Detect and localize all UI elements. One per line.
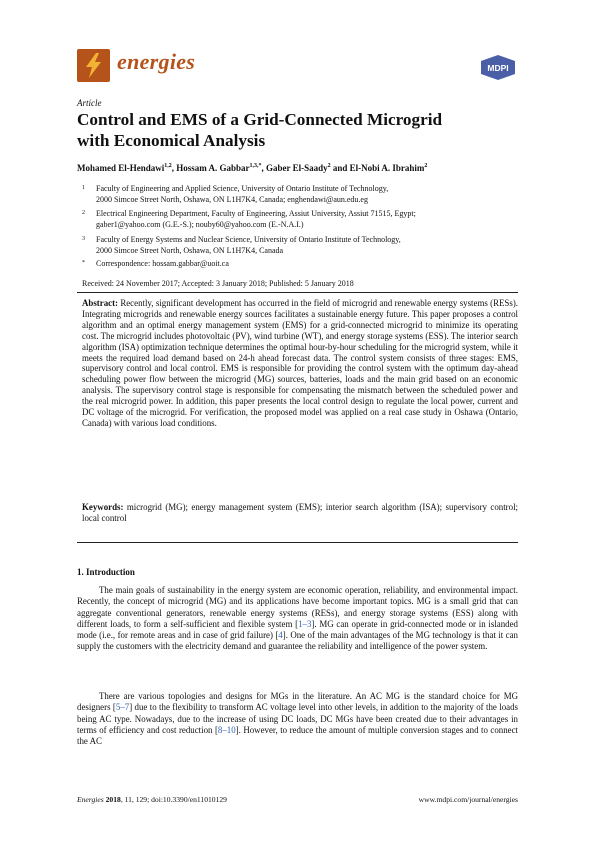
affiliation-number: 3 bbox=[82, 236, 85, 242]
author-name[interactable]: Mohamed El-Hendawi bbox=[77, 163, 165, 173]
paragraph-body: The main goals of sustainability in the energy system are economic operation, reliability, and environmental impact. Recently, the concept of microgrid (MG) and its applications have become important topics. MG is a small grid that can aggregate conventional generators, renewable energy systems (RESs), and energy storage systems (ESS) along with different loads, to form a self-sufficient and flexible system [1–3]. MG can operate in grid-connected mode or in islanded mode (i.e., for remote areas and in case of grid failure) [4]. One of the main advantages of the MG technology is that it can supply the customers with the electricity demand and guarantee the reliability and intelligence of the power system. bbox=[77, 585, 518, 652]
affiliation-line: 2000 Simcoe Street North, Oshawa, ON L1H7K4, Canada; enghendawi@aun.edu.eg bbox=[96, 194, 368, 204]
citation-reference[interactable]: 4 bbox=[278, 630, 283, 641]
title-line: with Economical Analysis bbox=[77, 131, 266, 150]
affiliation-line: gaber1@yahoo.com (G.E.-S.); nouby60@yahoo.com (E.-N.A.I.) bbox=[96, 219, 304, 229]
footer-journal: Energies bbox=[77, 795, 104, 804]
affiliation-text bbox=[96, 184, 526, 206]
affiliation-text bbox=[96, 209, 526, 231]
divider bbox=[77, 292, 518, 293]
paragraph bbox=[77, 691, 518, 747]
footer-url[interactable]: www.mdpi.com/journal/energies bbox=[418, 795, 518, 804]
footer-citation bbox=[77, 795, 227, 804]
mdpi-logo-text: MDPI bbox=[487, 63, 509, 73]
author-name[interactable]: Gaber El-Saady bbox=[266, 163, 328, 173]
keywords bbox=[82, 502, 518, 524]
author-affiliation-marker: 1,3,* bbox=[249, 163, 262, 169]
affiliation-text bbox=[96, 235, 526, 257]
paper-title bbox=[77, 109, 517, 151]
paragraph bbox=[77, 585, 518, 653]
affiliation-line: Faculty of Energy Systems and Nuclear Science, University of Ontario Institute of Technology, bbox=[96, 235, 401, 244]
affiliation-line: 2000 Simcoe Street North, Oshawa, ON L1H7K4, Canada bbox=[96, 245, 284, 255]
author-name[interactable]: El-Nobi A. Ibrahim bbox=[349, 163, 425, 173]
author-affiliation-marker: 1,2 bbox=[164, 163, 172, 169]
correspondence-line[interactable]: Correspondence: hossam.gabbar@uoit.ca bbox=[96, 259, 229, 268]
keywords-text: microgrid (MG); energy management system (EMS); interior search algorithm (ISA); supervisory control; local control bbox=[82, 502, 518, 523]
author-affiliation-marker: 2 bbox=[424, 163, 428, 169]
title-line: Control and EMS of a Grid-Connected Microgrid bbox=[77, 110, 443, 129]
keywords-label: Keywords: bbox=[82, 502, 124, 512]
citation-reference[interactable]: 8–10 bbox=[217, 724, 236, 735]
abstract-label: Abstract: bbox=[82, 298, 118, 308]
affiliation-line: Faculty of Engineering and Applied Science, University of Ontario Institute of Technology, bbox=[96, 184, 389, 193]
footer-year: 2018 bbox=[105, 795, 121, 804]
author-name[interactable]: Hossam A. Gabbar bbox=[176, 163, 250, 173]
correspondence-marker: * bbox=[82, 260, 85, 266]
author-list: Mohamed El-Hendawi$^{1,2}$, Hossam A. Gabbar$^{1,3,*}$, Gaber El-Saady$^2$ and El-Nobi A. Ibrahim$^2$ bbox=[77, 163, 428, 173]
journal-logo bbox=[77, 49, 110, 82]
citation-reference[interactable]: 5–7 bbox=[115, 702, 130, 713]
affiliation-number: 1 bbox=[82, 185, 85, 191]
journal-name[interactable]: energies bbox=[117, 49, 196, 74]
abstract bbox=[82, 298, 518, 429]
correspondence-text bbox=[96, 259, 526, 270]
publication-dates: Received: 24 November 2017; Accepted: 3 January 2018; Published: 5 January 2018 bbox=[82, 279, 354, 288]
author-affiliation-marker: 2 bbox=[327, 163, 331, 169]
citation-reference[interactable]: 1–3 bbox=[298, 618, 312, 629]
affiliation-line: Electrical Engineering Department, Faculty of Engineering, Assiut University, Assiut 71515, Egypt; bbox=[96, 209, 416, 218]
abstract-text: Recently, significant development has occurred in the field of microgrid and renewable energy systems (RESs). Integrating microgrids and renewable energy sources facilitates a sustainable energy future. This paper proposes a control algorithm and an optimal energy management system (EMS) for a grid-connected microgrid to minimize its operating cost. The microgrid includes photovoltaic (PV), wind turbine (WT), and energy storage systems (ESS). The interior search algorithm (ISA) optimization technique determines the optimal hour-by-hour scheduling for the microgrid system, while it meets the required load demand based on 24-h ahead forecast data. The control system consists of three stages: EMS, supervisory control and local control. EMS is responsible for providing the control system with the optimum day-ahead scheduling power flow between the microgrid (MG) sources, batteries, loads and the main grid based on an economic analysis. The supervisory control stage is responsible for compensating the mismatch between the scheduled power and the real microgrid power. In addition, this paper presents the local control design to regulate the local power, current and DC voltage of the microgrid. For verification, the proposed model was applied on a real case study in Oshawa (Ontario, Canada) with various load conditions. bbox=[82, 298, 518, 428]
section-heading: 1. Introduction bbox=[77, 567, 135, 577]
footer-citation-text[interactable]: , 11, 129; doi:10.3390/en11010129 bbox=[120, 795, 227, 804]
article-type: Article bbox=[77, 98, 102, 108]
paragraph-body: There are various topologies and designs for MGs in the literature. An AC MG is the standard choice for MG designers [5–7] due to the flexibility to transform AC voltage level into other levels, in addition to the majority of the loads being AC type. Nowadays, due to the increase of using DC loads, DC MGs have been created due to their advantages in terms of efficiency and cost reduction [8–10]. However, to reduce the amount of multiple conversion stages and to connect the AC bbox=[77, 691, 518, 747]
affiliation-number: 2 bbox=[82, 210, 85, 216]
divider bbox=[77, 542, 518, 543]
mdpi-logo-icon[interactable] bbox=[478, 54, 518, 81]
lightning-logo-icon bbox=[77, 49, 110, 82]
